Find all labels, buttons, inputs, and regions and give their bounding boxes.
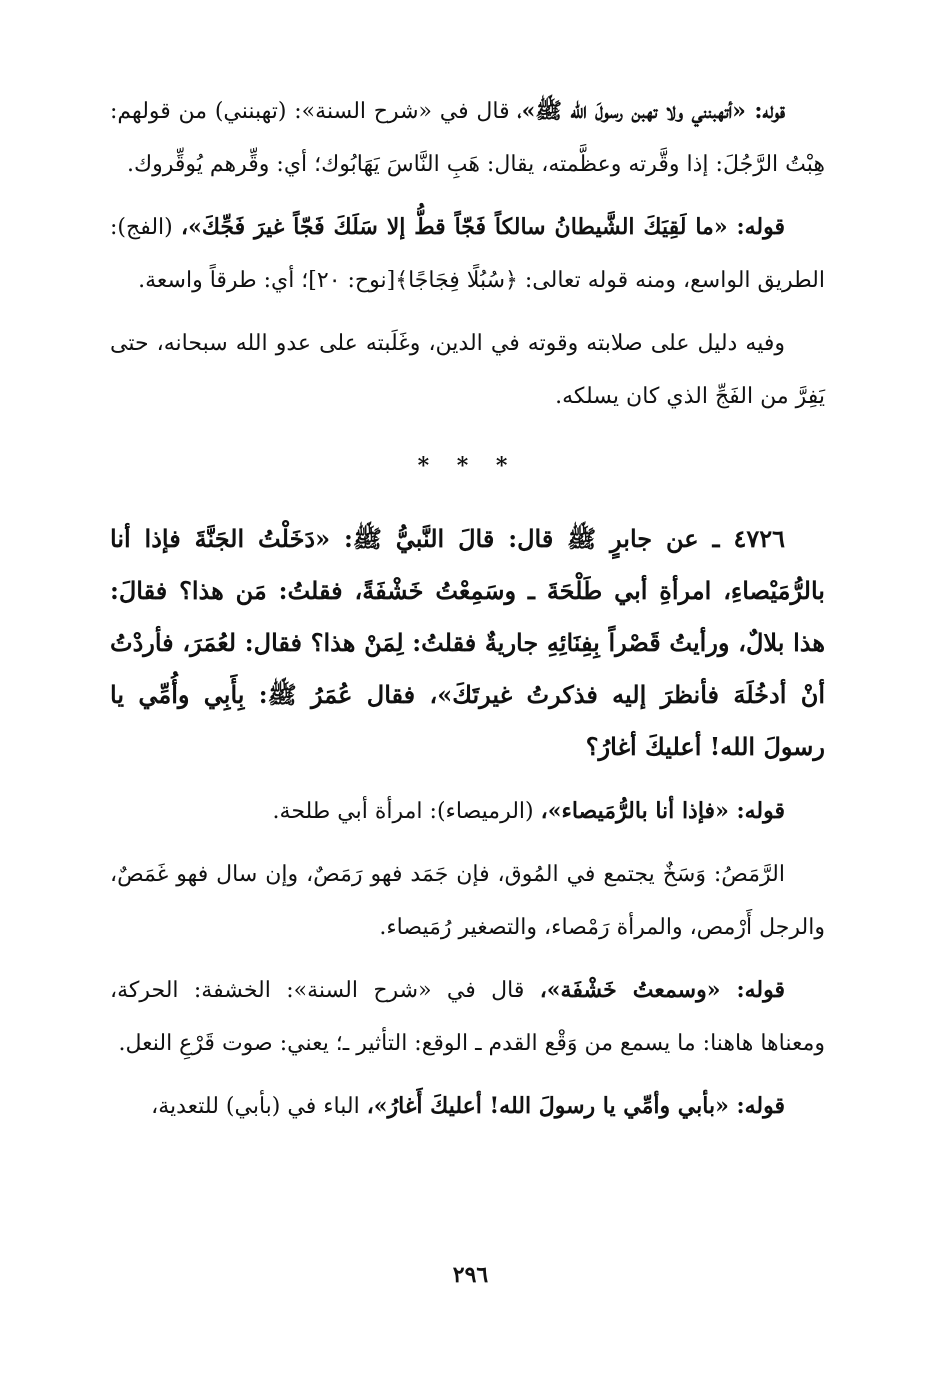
page-number: ٢٩٦ bbox=[452, 1262, 489, 1288]
paragraph-6 bbox=[110, 964, 825, 1070]
page-body bbox=[110, 85, 825, 1143]
paragraph-3: وفيه دليل على صلابته وقوته في الدين، وغَلَبته على عدو الله سبحانه، حتى يَفِرَّ من الفَجِّ الذي كان يسلكه. bbox=[110, 331, 825, 409]
paragraph-5: الرَّمَصُ: وَسَخٌ يجتمع في المُوق، فإن جَمَد فهو رَمَصٌ، وإن سال فهو غَمَصٌ، والرجل أَرْمص، والمرأة رَمْصاء، والتصغير رُمَيصاء. bbox=[110, 862, 825, 940]
commentary: قال في «شرح السنة»: (تهبنني) من قولهم: هِبْتُ الرَّجُلَ: إذا وقَّرته وعظَّمته، يقال: هَبِ النَّاسَ يَهَابُوك؛ أي: وقِّرهم يُوقِّروك. bbox=[110, 99, 825, 177]
commentary: قال في «شرح السنة»: الخشفة: الحركة، ومعناها هاهنا: ما يسمع من وَقْع القدم ـ الوقع: التأثير ـ؛ يعني: صوت قَرْعِ النعل. bbox=[110, 978, 825, 1056]
section-separator: * * * bbox=[417, 453, 518, 479]
commentary: (الرميصاء): امرأة أبي طلحة. bbox=[272, 799, 541, 824]
quote-lead: قوله: «أتهبنني ولا تهبن رسولَ الله ﷺ»، bbox=[517, 98, 785, 124]
commentary: (الفج): الطريق الواسع، ومنه قوله تعالى: ﴿سُبُلًا فِجَاجًا﴾[نوح: ٢٠]؛ أي: طرقاً واسعة. bbox=[110, 215, 825, 293]
paragraph-4 bbox=[110, 785, 825, 838]
quote-lead: قوله: «فإذا أنا بالرُّمَيصاء»، bbox=[540, 798, 785, 824]
quote-lead: قوله: «بأبي وأمِّي يا رسولَ الله! أعليكَ أَغارُ»، bbox=[366, 1093, 785, 1119]
paragraph-2 bbox=[110, 201, 825, 307]
hadith-text: ٤٧٢٦ ـ عن جابرٍ ﷺ قال: قالَ النَّبيُّ ﷺ: «دَخَلْتُ الجَنَّةَ فإذا أنا بالرُّمَيْصاءِ، امرأةِ أبي طَلْحَةَ ـ وسَمِعْتُ خَشْفَةً، فقلتُ: مَن هذا؟ فقالَ: هذا بلالٌ، ورأيتُ قَصْراً بِفِنَائِهِ جاريةٌ فقلتُ: لِمَنْ هذا؟ فقال: لعُمَرَ، فأردْتُ أنْ أدخُلَهَ فأنظرَ إليه فذكرتُ غيرتَكَ»، فقال عُمَرُ ﷺ: بِأَبِي وأُمِّي يا رسولَ الله! أعليكَ أغارُ؟ bbox=[110, 524, 825, 761]
quote-lead: قوله: «ما لَقِيَكَ الشَّيطانُ سالكاً فَجّاً قطُّ إلا سَلَكَ فَجّاً غيرَ فَجِّكَ»، bbox=[180, 214, 786, 240]
quote-lead: قوله: «وسمعتُ خَشْفَة»، bbox=[539, 977, 785, 1003]
paragraph-7 bbox=[110, 1080, 825, 1133]
paragraph-1 bbox=[110, 85, 825, 191]
commentary: الباء في (بأبي) للتعدية، bbox=[151, 1094, 367, 1119]
